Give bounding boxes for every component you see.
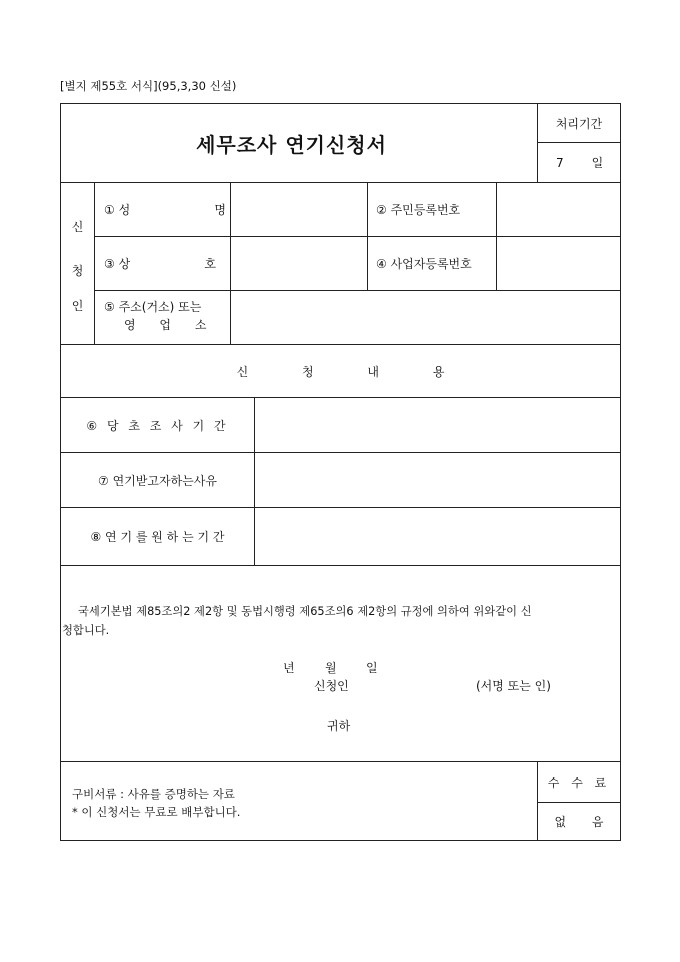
name-field[interactable] xyxy=(231,183,367,236)
applicant-signature-label: 신청인 xyxy=(314,679,349,693)
applicant-char: 신 xyxy=(71,220,84,234)
name-label-a: 성 xyxy=(118,203,131,217)
form-caption: [별지 제55호 서식](95,3,30 신설) xyxy=(60,79,237,93)
applicant-char: 청 xyxy=(71,264,84,278)
free-distribution-note: * 이 신청서는 무료로 배부합니다. xyxy=(72,805,241,819)
fee-label: 수 수 료 xyxy=(547,775,611,790)
desired-postponement-period-label: ⑧ 연 기 를 원 하 는 기 간 xyxy=(90,530,225,544)
date-day-label: 일 xyxy=(366,661,378,675)
processing-unit: 일 xyxy=(591,156,604,170)
required-documents: 구비서류 : 사유를 증명하는 자료 xyxy=(72,787,235,801)
declaration-text-line1: 국세기본법 제85조의2 제2항 및 동법시행령 제65조의6 제2항의 규정에 의하여 위와같이 신 xyxy=(78,605,532,618)
resident-number-label: ② 주민등록번호 xyxy=(376,203,461,217)
request-section-header: 신 청 내 용 xyxy=(236,364,470,379)
original-audit-period-label: ⑥ 당 초 조 사 기 간 xyxy=(86,418,229,433)
postponement-reason-field[interactable] xyxy=(255,453,620,507)
address-label xyxy=(104,298,228,334)
trade-name-label-a: 상 xyxy=(118,257,131,271)
name-label xyxy=(104,183,226,236)
trade-name-label xyxy=(104,237,216,290)
date-year-label: 년 xyxy=(283,661,295,675)
applicant-col-line xyxy=(94,182,95,344)
addressee-label: 귀하 xyxy=(327,719,351,733)
frame-right xyxy=(620,103,621,841)
name-label-text xyxy=(104,201,130,218)
resident-number-field[interactable] xyxy=(497,183,620,236)
trade-name-field[interactable] xyxy=(231,237,367,290)
trade-name-label-text xyxy=(104,255,130,272)
page-title: 세무조사 연기신청서 xyxy=(196,132,387,157)
fee-value: 없 음 xyxy=(554,815,604,829)
processing-period-value xyxy=(538,143,620,182)
address-field[interactable] xyxy=(231,291,620,344)
business-number-field[interactable] xyxy=(497,237,620,290)
postponement-reason-label: ⑦ 연기받고자하는사유 xyxy=(98,473,217,488)
name-label-b: 명 xyxy=(214,203,226,217)
date-month-label: 월 xyxy=(325,661,337,675)
processing-days: 7 xyxy=(556,155,564,170)
row-line xyxy=(60,565,621,566)
original-audit-period-field[interactable] xyxy=(255,398,620,452)
trade-name-label-num: ③ xyxy=(104,257,115,271)
address-label-line1: ⑤ 주소(거소) 또는 xyxy=(104,300,202,314)
name-label-num: ① xyxy=(104,203,115,217)
declaration-text-line2: 청합니다. xyxy=(62,624,110,637)
desired-postponement-period-field[interactable] xyxy=(255,508,620,565)
business-number-label: ④ 사업자등록번호 xyxy=(376,257,472,271)
signature-or-seal-label: (서명 또는 인) xyxy=(476,679,551,693)
address-label-line2: 영 업 소 xyxy=(124,318,217,332)
trade-name-label-b: 호 xyxy=(204,257,216,271)
processing-period-label: 처리기간 xyxy=(555,116,603,131)
applicant-char: 인 xyxy=(71,299,84,313)
